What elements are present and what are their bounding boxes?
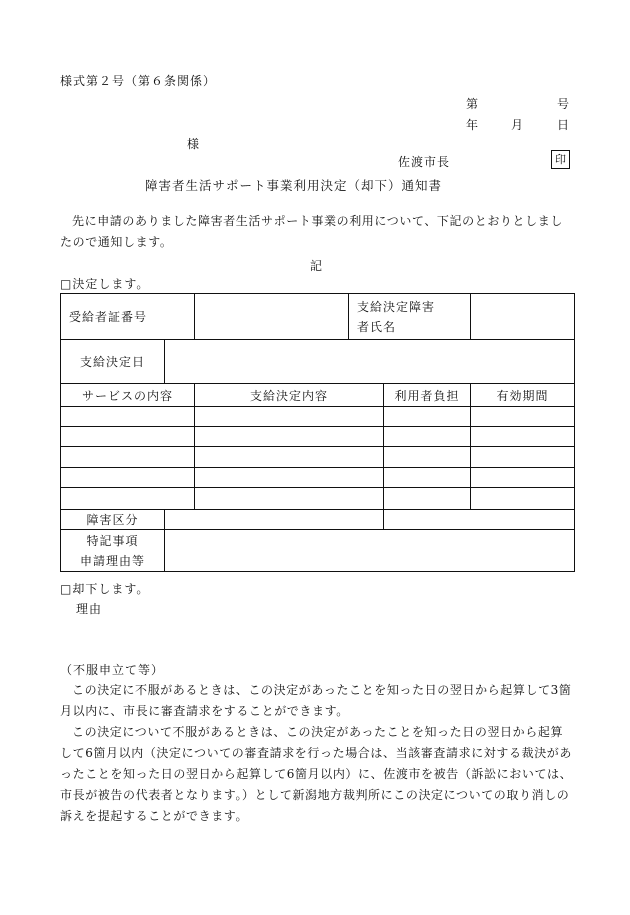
table-row xyxy=(61,407,575,427)
recipient-number-label: 受給者証番号 xyxy=(61,294,195,340)
disability-class-label: 障害区分 xyxy=(61,510,165,530)
issuer: 佐渡市長 xyxy=(398,155,451,169)
addressee-suffix: 様 xyxy=(187,137,201,151)
header-service-content: サービスの内容 xyxy=(61,384,195,407)
appeal-heading: （不服申立て等） xyxy=(60,663,165,677)
date-month: 月 xyxy=(511,118,525,132)
table-row xyxy=(61,340,575,384)
reject-checkbox-label: □却下します。 xyxy=(60,582,150,596)
name-value xyxy=(471,294,575,340)
table-row xyxy=(61,510,575,530)
table-row xyxy=(61,468,575,488)
doc-number-suffix: 号 xyxy=(557,97,571,111)
header-validity-period: 有効期間 xyxy=(471,384,575,407)
name-label-line-2: 者氏名 xyxy=(357,319,397,334)
table-row xyxy=(61,488,575,510)
recipient-number-value xyxy=(195,294,349,340)
name-label xyxy=(349,294,471,340)
decide-checkbox-label: □決定します。 xyxy=(60,277,150,291)
header-user-burden: 利用者負担 xyxy=(384,384,471,407)
table-row xyxy=(61,447,575,468)
special-notes-label xyxy=(61,530,165,572)
table-row xyxy=(61,530,575,572)
header-decision-content: 支給決定内容 xyxy=(195,384,384,407)
appeal-paragraph-2: この決定について不服があるときは、この決定があったことを知った日の翌日から起算して6箇月以内（決定についての審査請求を行った場合は、当該審査請求に対する裁決があったことを知った日の翌日から起算して6箇月以内）に、佐渡市を被告（訴訟においては、市長が被告の代表者となります。）として新潟地方裁判所にこの決定についての取り消しの訴えを提起することができます。 xyxy=(60,725,573,823)
intro-text: 先に申請のありました障害者生活サポート事業の利用について、下記のとおりとしましたので通知します。 xyxy=(60,214,563,249)
seal-stamp: 印 xyxy=(551,150,570,169)
decision-table xyxy=(60,293,575,572)
doc-number-prefix: 第 xyxy=(466,97,480,111)
special-notes-line-1: 特記事項 xyxy=(86,533,139,548)
appeal-paragraph-1: この決定に不服があるときは、この決定があったことを知った日の翌日から起算して3箇月以内に、市長に審査請求をすることができます。 xyxy=(60,683,572,718)
disability-class-value xyxy=(165,510,384,530)
name-label-line-1: 支給決定障害 xyxy=(357,299,436,314)
special-notes-value xyxy=(165,530,575,572)
special-notes-line-2: 申請理由等 xyxy=(79,553,145,568)
decision-date-value xyxy=(165,340,575,384)
table-header-row xyxy=(61,384,575,407)
date-day: 日 xyxy=(557,118,571,132)
document-title: 障害者生活サポート事業利用決定（却下）通知書 xyxy=(145,178,443,193)
disability-class-extra xyxy=(384,510,575,530)
decision-date-label: 支給決定日 xyxy=(61,340,165,384)
reason-label: 理由 xyxy=(76,602,103,616)
table-row xyxy=(61,294,575,340)
date-year: 年 xyxy=(466,118,480,132)
table-row xyxy=(61,427,575,447)
form-number: 様式第２号（第６条関係） xyxy=(60,74,217,88)
ki-label: 記 xyxy=(310,259,324,273)
